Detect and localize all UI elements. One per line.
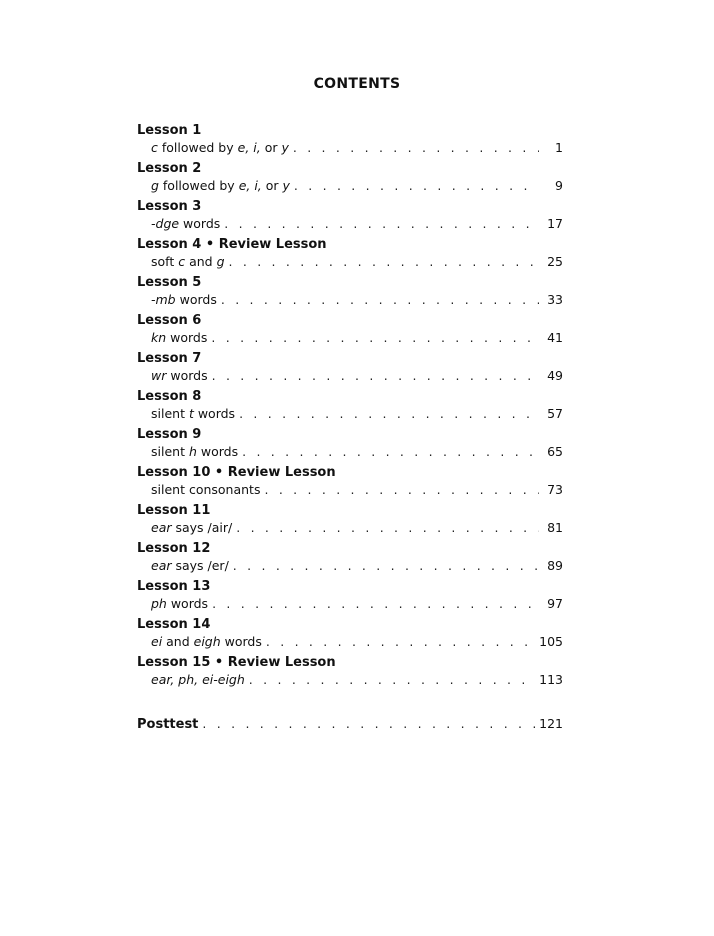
lesson-description: ear says /er/ [151,558,229,573]
posttest-page-number: 121 [539,716,563,731]
lesson-line [137,557,563,574]
lesson-heading: Lesson 5 [137,275,202,290]
lesson-line [137,519,563,536]
dot-leader [239,405,539,422]
lesson-page-number: 113 [539,672,563,687]
lesson-heading: Lesson 14 [137,617,211,632]
lesson-description: ei and eigh words [151,634,262,649]
toc-entry-lesson-14 [137,616,563,654]
lesson-heading: Lesson 4 • Review Lesson [137,237,327,252]
lesson-heading: Lesson 12 [137,541,211,556]
lesson-heading: Lesson 8 [137,389,202,404]
lesson-page-number: 73 [547,482,563,497]
dot-leader [212,595,539,612]
dot-leader [221,291,539,308]
lesson-line [137,671,563,688]
lesson-heading: Lesson 11 [137,503,211,518]
lesson-line [137,139,563,156]
lesson-description: silent consonants [151,482,261,497]
dot-leader [293,139,539,156]
lesson-heading: Lesson 2 [137,161,202,176]
lesson-line [137,481,563,498]
dot-leader [233,557,539,574]
dot-leader [264,481,539,498]
toc-entry-lesson-11 [137,502,563,540]
lesson-page-number: 1 [555,140,563,155]
lesson-line [137,633,563,650]
lesson-line [137,443,563,460]
dot-leader [211,329,539,346]
lesson-line [137,253,563,270]
lesson-page-number: 65 [547,444,563,459]
lesson-page-number: 9 [555,178,563,193]
lesson-page-number: 57 [547,406,563,421]
lesson-description: -dge words [151,216,221,231]
lesson-page-number: 25 [547,254,563,269]
dot-leader [266,633,535,650]
lesson-heading: Lesson 1 [137,123,202,138]
toc-entry-lesson-2 [137,160,563,198]
dot-leader [294,177,539,194]
lesson-description: -mb words [151,292,217,307]
lesson-line [137,405,563,422]
toc-entry-posttest [137,715,563,733]
lesson-description: g followed by e, i, or y [151,178,290,193]
lesson-page-number: 81 [547,520,563,535]
lesson-description: wr words [151,368,208,383]
lesson-page-number: 89 [547,558,563,573]
toc-entry-lesson-1 [137,122,563,160]
lesson-description: soft c and g [151,254,225,269]
dot-leader [242,443,539,460]
lesson-description: ear, ph, ei-eigh [151,672,245,687]
toc-entry-lesson-9 [137,426,563,464]
lesson-line [137,329,563,346]
toc-entry-lesson-6 [137,312,563,350]
lesson-page-number: 17 [547,216,563,231]
posttest-label: Posttest [137,717,199,732]
lesson-heading: Lesson 3 [137,199,202,214]
lesson-page-number: 105 [539,634,563,649]
lesson-line [137,595,563,612]
lesson-line [137,215,563,232]
dot-leader [229,253,540,270]
lesson-line [137,367,563,384]
lesson-description: silent h words [151,444,239,459]
lesson-page-number: 97 [547,596,563,611]
lesson-description: silent t words [151,406,236,421]
lesson-line [137,177,563,194]
lesson-description: ear says /air/ [151,520,233,535]
dot-leader [249,671,535,688]
toc-entry-lesson-5 [137,274,563,312]
toc-entry-lesson-12 [137,540,563,578]
lesson-line [137,291,563,308]
lesson-heading: Lesson 13 [137,579,211,594]
toc-entry-lesson-7 [137,350,563,388]
dot-leader [224,215,539,232]
lesson-heading: Lesson 15 • Review Lesson [137,655,336,670]
lesson-page-number: 33 [547,292,563,307]
dot-leader [202,715,535,732]
toc-entry-lesson-3 [137,198,563,236]
dot-leader [236,519,539,536]
toc-entry-lesson-8 [137,388,563,426]
lesson-heading: Lesson 7 [137,351,202,366]
toc-entry-lesson-10 [137,464,563,502]
lesson-description: kn words [151,330,208,345]
toc-entry-lesson-4 [137,236,563,274]
lesson-page-number: 41 [547,330,563,345]
lesson-heading: Lesson 9 [137,427,202,442]
toc-entry-lesson-13 [137,578,563,616]
lesson-description: ph words [151,596,209,611]
dot-leader [212,367,539,384]
toc-entry-lesson-15 [137,654,563,692]
lesson-heading: Lesson 6 [137,313,202,328]
lesson-heading: Lesson 10 • Review Lesson [137,465,336,480]
lesson-description: c followed by e, i, or y [151,140,289,155]
page-title: CONTENTS [313,76,401,92]
lesson-page-number: 49 [547,368,563,383]
table-of-contents [137,122,563,692]
